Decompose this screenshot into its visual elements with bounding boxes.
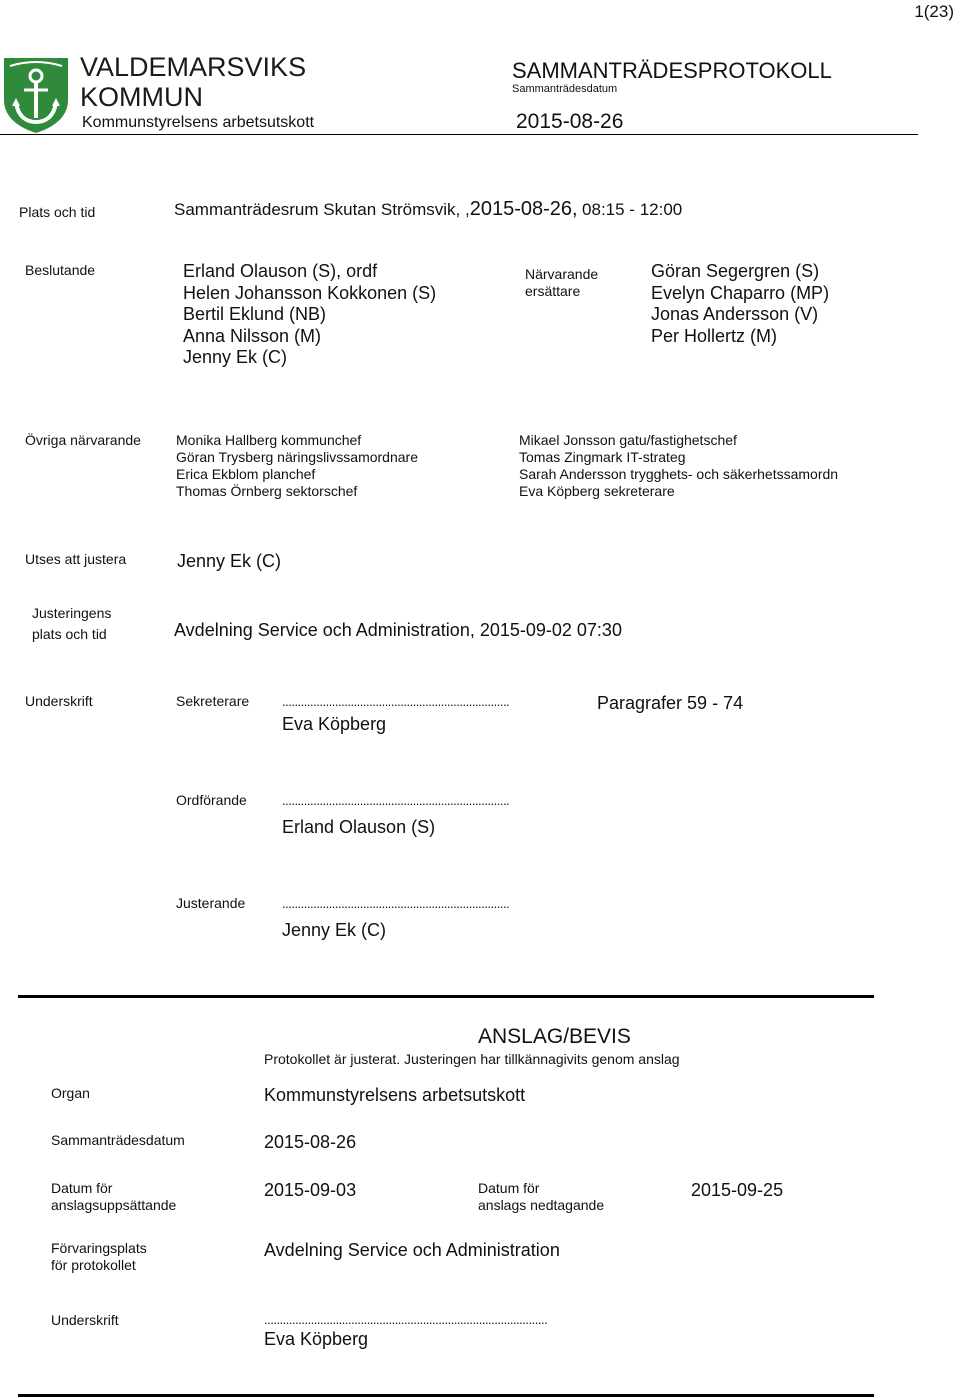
beslutande-label: Beslutande — [25, 262, 96, 278]
anslag-datum-value: 2015-08-26 — [264, 1132, 357, 1152]
plats-location: Sammanträdesrum Skutan Strömsvik, , — [174, 200, 470, 219]
logo — [2, 56, 70, 134]
list-item: Per Hollertz (M) — [651, 325, 778, 346]
org-name-line2: KOMMUN — [80, 82, 203, 112]
forvaring-label: Förvaringsplats för protokollet — [51, 1240, 147, 1273]
plats-label: Plats och tid — [19, 204, 96, 220]
list-item: Mikael Jonsson gatu/fastighetschef — [519, 432, 737, 448]
anslag-title: ANSLAG/BEVIS — [478, 1025, 631, 1048]
justerande-name: Jenny Ek (C) — [282, 920, 387, 940]
nedtag-value: 2015-09-25 — [691, 1180, 784, 1200]
header-date-label: Sammanträdesdatum — [512, 83, 618, 95]
org-name-line1: VALDEMARSVIKS — [80, 52, 307, 82]
ovriga-col2 — [519, 432, 838, 500]
ordforande-name: Erland Olauson (S) — [282, 817, 436, 837]
nedtag-label: Datum för anslags nedtagande — [478, 1180, 605, 1213]
anslag-datum-label: Sammanträdesdatum — [51, 1132, 185, 1148]
justeringens-value: Avdelning Service och Administration, 2015-09-02 07:30 — [174, 620, 622, 640]
justerande-label: Justerande — [176, 895, 246, 911]
organ-value: Kommunstyrelsens arbetsutskott — [264, 1085, 526, 1105]
anslag-underskrift-label: Underskrift — [51, 1312, 119, 1328]
list-item: Evelyn Chaparro (MP) — [651, 282, 830, 303]
uppsatt-value: 2015-09-03 — [264, 1180, 357, 1200]
sekreterare-signature-line: ......................................................................... — [282, 694, 510, 709]
forvaring-value: Avdelning Service och Administration — [264, 1240, 560, 1260]
anchor-shield-icon — [2, 56, 70, 134]
header-date: 2015-08-26 — [516, 110, 624, 133]
list-item: Göran Segergren (S) — [651, 261, 820, 281]
paragrafer: Paragrafer 59 - 74 — [597, 693, 744, 713]
list-item: Göran Trysberg näringslivssamordnare — [176, 449, 418, 465]
anslag-bottom-divider — [18, 1394, 874, 1397]
list-item: Monika Hallberg kommunchef — [176, 432, 362, 448]
underskrift-label: Underskrift — [25, 693, 93, 709]
uppsatt-label: Datum för anslagsuppsättande — [51, 1180, 177, 1213]
page-number: 1(23) — [914, 2, 954, 21]
ordforande-label: Ordförande — [176, 792, 247, 808]
list-item: Erica Ekblom planchef — [176, 466, 316, 482]
plats-value — [174, 198, 682, 221]
list-item: Tomas Zingmark IT-strateg — [519, 449, 686, 465]
list-item: Thomas Örnberg sektorschef — [176, 483, 358, 499]
list-item: Jenny Ek (C) — [183, 347, 288, 367]
anslag-intro: Protokollet är justerat. Justeringen har tillkännagivits genom anslag — [264, 1051, 680, 1067]
justerande-signature-line: ......................................................................... — [282, 896, 510, 911]
organ-label: Organ — [51, 1085, 90, 1101]
list-item: Erland Olauson (S), ordf — [183, 261, 378, 281]
ovriga-col1 — [176, 432, 418, 500]
plats-time: 08:15 - 12:00 — [582, 200, 683, 219]
ersattare-list — [651, 261, 829, 347]
org-subtitle: Kommunstyrelsens arbetsutskott — [82, 114, 315, 131]
anslag-top-divider — [18, 995, 874, 998]
ordforande-signature-line: ......................................................................... — [282, 793, 510, 808]
list-item: Sarah Andersson trygghets- och säkerhetssamordn — [519, 466, 839, 482]
sekreterare-label: Sekreterare — [176, 693, 250, 709]
list-item: Helen Johansson Kokkonen (S) — [183, 282, 437, 303]
ovriga-label: Övriga närvarande — [25, 432, 141, 448]
list-item: Jonas Andersson (V) — [651, 304, 819, 324]
ersattare-label: Närvarande ersättare — [525, 266, 599, 299]
plats-date: 2015-08-26, — [469, 198, 578, 220]
list-item: Bertil Eklund (NB) — [183, 304, 327, 324]
anslag-signature-line: ........................................................................................... — [264, 1312, 548, 1327]
anslag-underskrift-name: Eva Köpberg — [264, 1329, 369, 1349]
header-divider — [0, 134, 918, 135]
justera-label: Utses att justera — [25, 551, 127, 567]
justera-value: Jenny Ek (C) — [177, 551, 282, 571]
list-item: Anna Nilsson (M) — [183, 325, 322, 346]
beslutande-list — [183, 261, 436, 369]
doc-title: SAMMANTRÄDESPROTOKOLL — [512, 58, 832, 83]
sekreterare-name: Eva Köpberg — [282, 714, 387, 734]
justeringens-label: Justeringens plats och tid — [32, 605, 112, 642]
list-item: Eva Köpberg sekreterare — [519, 483, 675, 499]
